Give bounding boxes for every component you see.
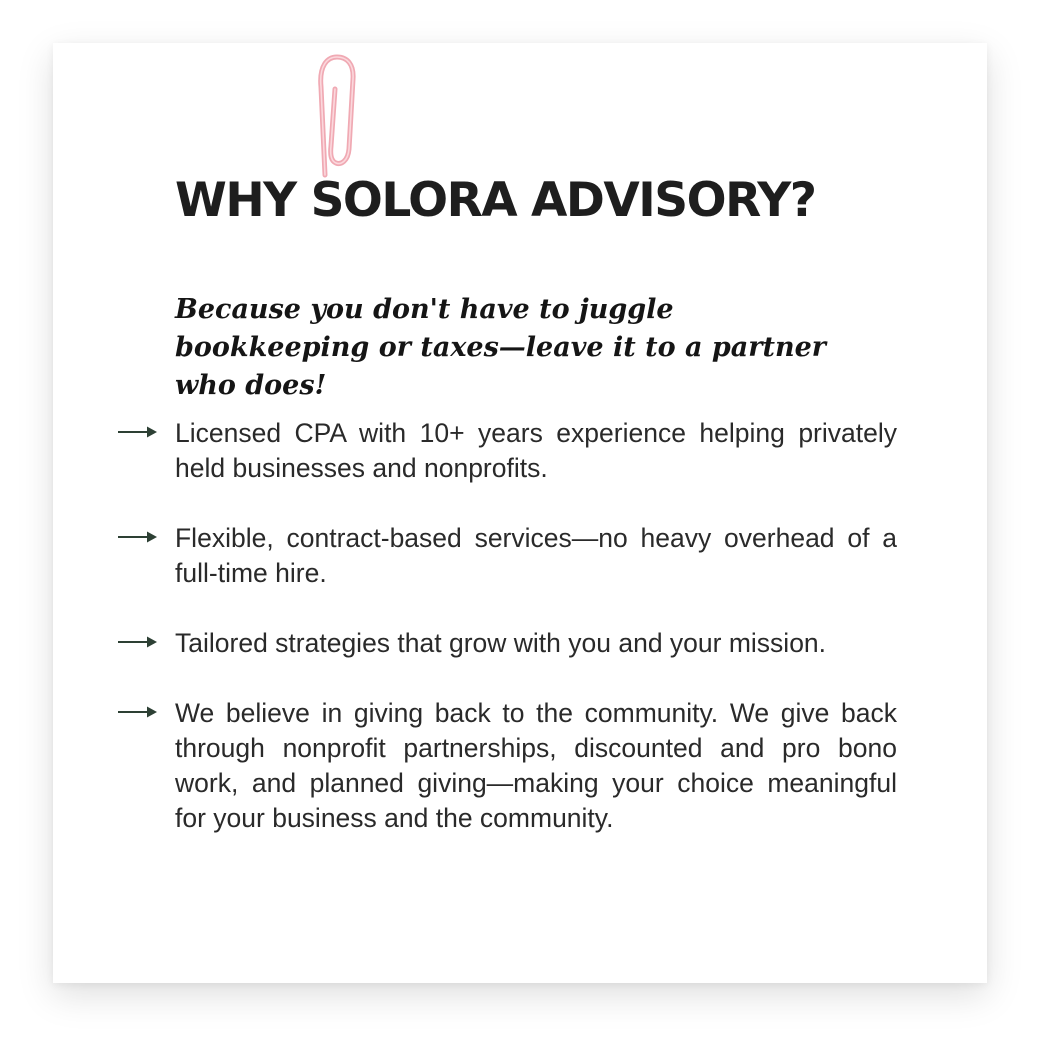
tagline: Because you don't have to juggle bookkeeping or taxes—leave it to a partner who does! — [175, 294, 826, 401]
list-item — [117, 521, 897, 591]
benefits-list — [117, 416, 897, 871]
benefit-text: Flexible, contract-based services—no heavy overhead of a full-time hire. — [175, 523, 897, 588]
list-item — [117, 696, 897, 836]
paperclip-icon — [308, 49, 360, 185]
arrow-right-icon — [117, 632, 159, 652]
benefit-text: Licensed CPA with 10+ years experience helping privately held businesses and nonprofits. — [175, 418, 897, 483]
list-item — [117, 626, 897, 661]
list-item — [117, 416, 897, 486]
page-title: WHY SOLORA ADVISORY? — [175, 173, 816, 228]
arrow-right-icon — [117, 422, 159, 442]
arrow-right-icon — [117, 702, 159, 722]
benefit-text: We believe in giving back to the community. We give back through nonprofit partnerships, discounted and pro bono work, and planned giving—making your choice meaningful for your business and the community. — [175, 698, 897, 833]
arrow-right-icon — [117, 527, 159, 547]
benefit-text: Tailored strategies that grow with you and your mission. — [175, 628, 827, 658]
info-card — [53, 43, 987, 983]
